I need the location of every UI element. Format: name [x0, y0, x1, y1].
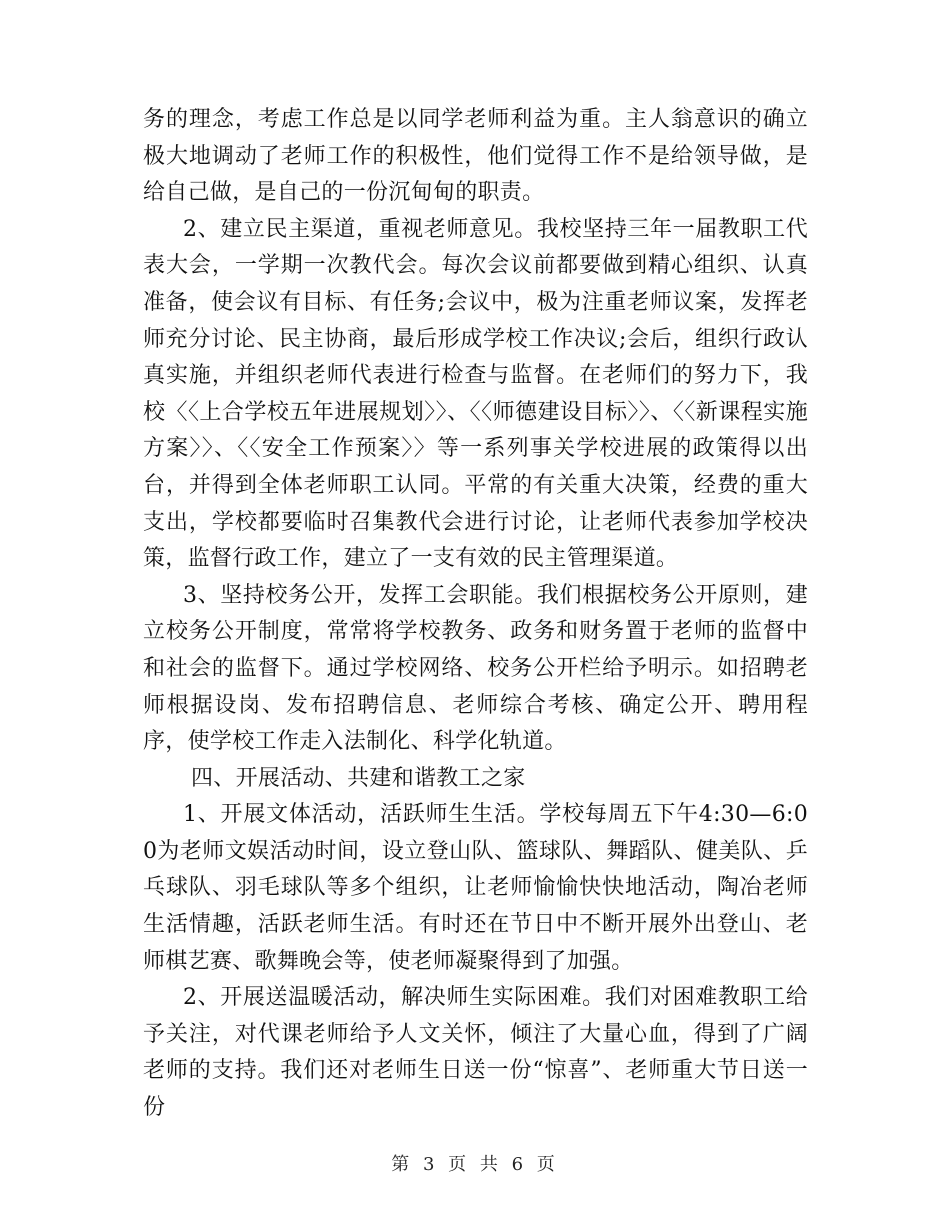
page-number-footer: 第 3 页 共 6 页 [391, 1154, 559, 1175]
paragraph-continuation: 务的理念，考虑工作总是以同学老师利益为重。主人翁意识的确立极大地调动了老师工作的积极性，他们觉得工作不是给领导做，是给自己做，是自己的一份沉甸甸的职责。 [143, 107, 808, 206]
paragraph-school-affairs-openness: 3、坚持校务公开，发挥工会职能。我们根据校务公开原则，建立校务公开制度，常常将学校教务、政务和财务置于老师的监督中和社会的监督下。通过学校网络、校务公开栏给予明示。如招聘老师根据设岗、发布招聘信息、老师综合考核、确定公开、聘用程序，使学校工作走入法制化、科学化轨道。 [143, 582, 808, 755]
section-heading: 四、开展活动、共建和谐教工之家 [191, 765, 526, 791]
paragraph-sports-activities: 1、开展文体活动，活跃师生生活。学校每周五下午4:30—6:00为老师文娱活动时间，设立登山队、篮球队、舞蹈队、健美队、乒乓球队、羽毛球队等多个组织，让老师愉愉快快地活动，陶冶老师生活情趣，活跃老师生活。有时还在节日中不断开展外出登山、老师棋艺赛、歌舞晚会等，使老师凝聚得到了加强。 [143, 802, 808, 974]
document-body [143, 102, 808, 1127]
paragraph-warmth-activities: 2、开展送温暖活动，解决师生实际困难。我们对困难教职工给予关注，对代课老师给予人文关怀，倾注了大量心血，得到了广阔老师的支持。我们还对老师生日送一份“惊喜”、老师重大节日送一份 [143, 985, 808, 1121]
paragraph-democratic-channel: 2、建立民主渠道，重视老师意见。我校坚持三年一届教职工代表大会，一学期一次教代会。每次会议前都要做到精心组织、认真准备，使会议有目标、有任务;会议中，极为注重老师议案，发挥老师充分讨论、民主协商，最后形成学校工作决议;会后，组织行政认真实施，并组织老师代表进行检查与监督。在老师们的努力下，我校〈〈上合学校五年进展规划〉〉、〈〈师德建设目标〉〉、〈〈新课程实施方案〉〉、〈〈安全工作预案〉〉等一系列事关学校进展的政策得以出台，并得到全体老师职工认同。平常的有关重大决策，经费的重大支出，学校都要临时召集教代会进行讨论，让老师代表参加学校决策，监督行政工作，建立了一支有效的民主管理渠道。 [143, 216, 808, 572]
